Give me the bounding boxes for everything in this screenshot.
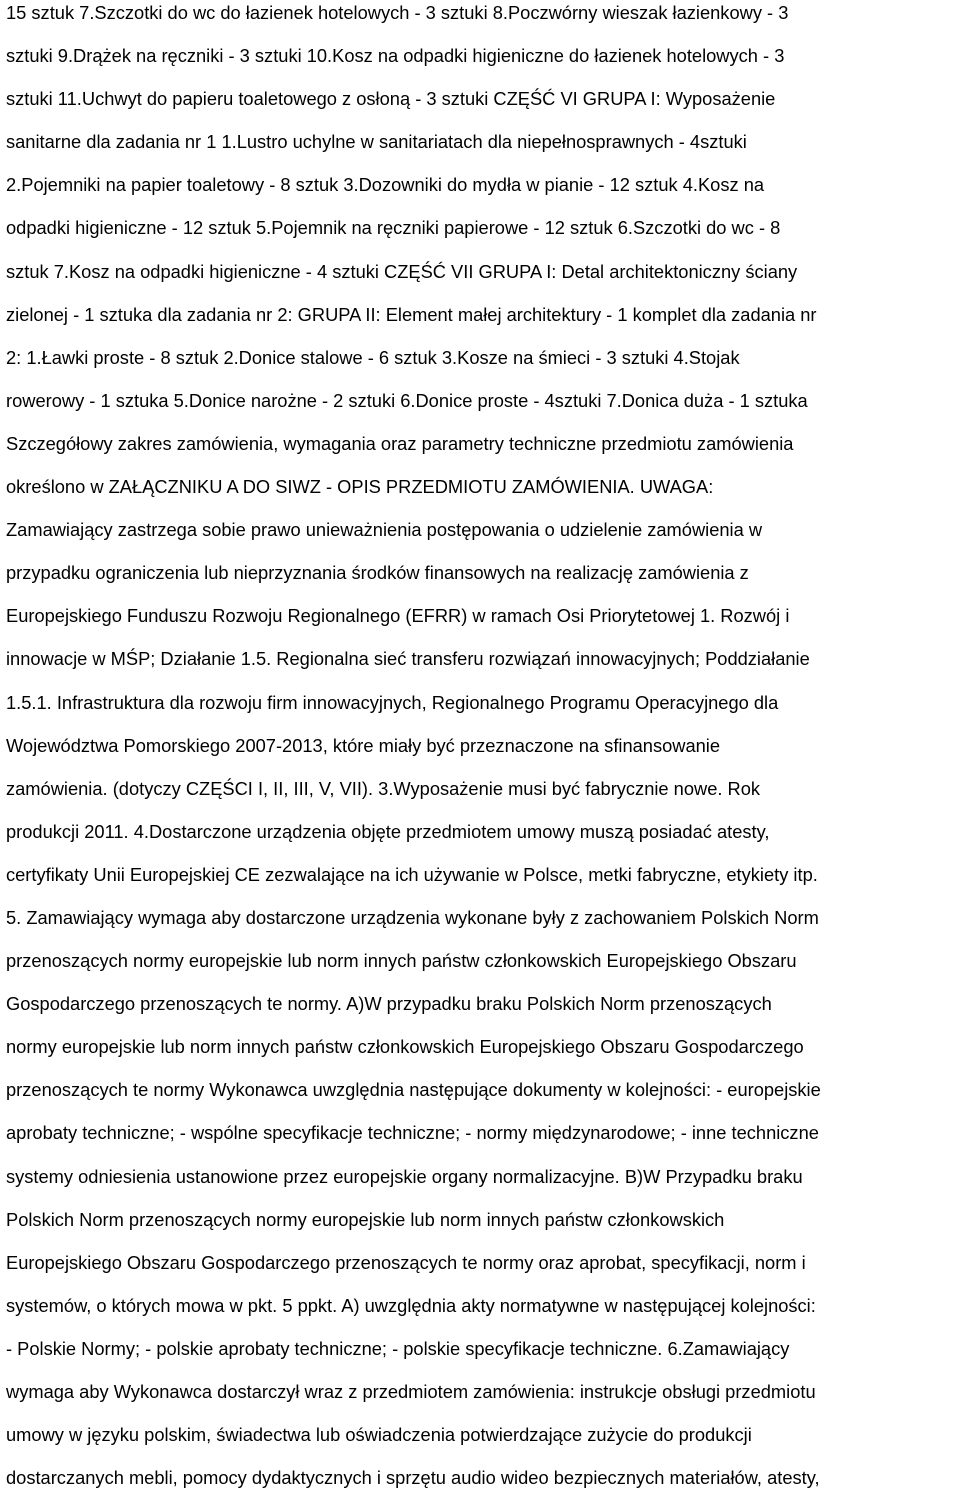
- text-line: Zamawiający zastrzega sobie prawo unieważnienia postępowania o udzielenie zamówienia w: [6, 519, 763, 541]
- text-line: normy europejskie lub norm innych państw członkowskich Europejskiego Obszaru Gospodarczego: [6, 1036, 804, 1058]
- text-line: przenoszących te normy Wykonawca uwzględnia następujące dokumenty w kolejności: - europejskie: [6, 1079, 821, 1101]
- text-line: systemów, o których mowa w pkt. 5 ppkt. A) uwzględnia akty normatywne w następującej kolejności:: [6, 1294, 816, 1316]
- text-line: określono w ZAŁĄCZNIKU A DO SIWZ - OPIS PRZEDMIOTU ZAMÓWIENIA. UWAGA:: [6, 476, 714, 498]
- text-line: Gospodarczego przenoszących te normy. A)W przypadku braku Polskich Norm przenoszących: [6, 993, 772, 1015]
- text-line: sztuki 9.Drążek na ręczniki - 3 sztuki 10.Kosz na odpadki higieniczne do łazienek hotelowych - 3: [6, 45, 785, 67]
- text-line: 2: 1.Ławki proste - 8 sztuk 2.Donice stalowe - 6 sztuk 3.Kosze na śmieci - 3 sztuki 4.Stojak: [6, 346, 740, 368]
- text-line: zamówienia. (dotyczy CZĘŚCI I, II, III, V, VII). 3.Wyposażenie musi być fabrycznie nowe. Rok: [6, 777, 761, 799]
- text-line: przenoszących normy europejskie lub norm innych państw członkowskich Europejskiego Obszaru: [6, 950, 797, 972]
- text-line: 1.5.1. Infrastruktura dla rozwoju firm innowacyjnych, Regionalnego Programu Operacyjnego dla: [6, 691, 779, 713]
- text-line: Polskich Norm przenoszących normy europejskie lub norm innych państw członkowskich: [6, 1208, 725, 1230]
- text-line: sztuki 11.Uchwyt do papieru toaletowego z osłoną - 3 sztuki CZĘŚĆ VI GRUPA I: Wyposażenie: [6, 88, 776, 110]
- text-line: certyfikaty Unii Europejskiej CE zezwalające na ich używanie w Polsce, metki fabryczne, etykiety itp.: [6, 863, 818, 885]
- text-line: wymaga aby Wykonawca dostarczył wraz z przedmiotem zamówienia: instrukcje obsługi przedmiotu: [6, 1381, 816, 1402]
- text-line: Szczegółowy zakres zamówienia, wymagania oraz parametry techniczne przedmiotu zamówienia: [6, 432, 794, 454]
- text-line: dostarczanych mebli, pomocy dydaktycznych i sprzętu audio wideo bezpiecznych materiałów, atesty,: [6, 1467, 820, 1489]
- text-line: odpadki higieniczne - 12 sztuk 5.Pojemnik na ręczniki papierowe - 12 sztuk 6.Szczotki do wc - 8: [6, 217, 781, 239]
- text-line: systemy odniesienia ustanowione przez europejskie organy normalizacyjne. B)W Przypadku braku: [6, 1165, 803, 1187]
- text-line: produkcji 2011. 4.Dostarczone urządzenia objęte przedmiotem umowy muszą posiadać atesty,: [6, 820, 770, 842]
- text-line: 2.Pojemniki na papier toaletowy - 8 sztuk 3.Dozowniki do mydła w pianie - 12 sztuk 4.Kosz na: [6, 174, 765, 196]
- text-line: przypadku ograniczenia lub nieprzyznania środków finansowych na realizację zamówienia z: [6, 562, 749, 584]
- text-line: innowacje w MŚP; Działanie 1.5. Regionalna sieć transferu rozwiązań innowacyjnych; Poddziałanie: [6, 648, 810, 670]
- text-line: zielonej - 1 sztuka dla zadania nr 2: GRUPA II: Element małej architektury - 1 komplet dla zadania nr: [6, 303, 817, 325]
- text-line: umowy w języku polskim, świadectwa lub oświadczenia potwierdzające zużycie do produkcji: [6, 1424, 752, 1446]
- text-line: Europejskiego Funduszu Rozwoju Regionalnego (EFRR) w ramach Osi Priorytetowej 1. Rozwój i: [6, 605, 790, 627]
- text-line: sztuk 7.Kosz na odpadki higieniczne - 4 sztuki CZĘŚĆ VII GRUPA I: Detal architektoniczny ściany: [6, 260, 798, 282]
- text-line: sanitarne dla zadania nr 1 1.Lustro uchylne w sanitariatach dla niepełnosprawnych - 4sztuki: [6, 131, 747, 153]
- text-line: aprobaty techniczne; - wspólne specyfikacje techniczne; - normy międzynarodowe; - inne techniczne: [6, 1122, 819, 1144]
- text-line: - Polskie Normy; - polskie aprobaty techniczne; - polskie specyfikacje techniczne. 6.Zamawiający: [6, 1337, 790, 1359]
- text-line: rowerowy - 1 sztuka 5.Donice narożne - 2 sztuki 6.Donice proste - 4sztuki 7.Donica duża - 1 sztuka: [6, 389, 808, 411]
- text-line: Europejskiego Obszaru Gospodarczego przenoszących te normy oraz aprobat, specyfikacji, norm i: [6, 1251, 806, 1273]
- text-line: Województwa Pomorskiego 2007-2013, które miały być przeznaczone na sfinansowanie: [6, 734, 721, 756]
- text-line: 15 sztuk 7.Szczotki do wc do łazienek hotelowych - 3 sztuki 8.Poczwórny wieszak łazienkowy - 3: [6, 2, 789, 23]
- text-line: 5. Zamawiający wymaga aby dostarczone urządzenia wykonane były z zachowaniem Polskich Norm: [6, 906, 819, 928]
- document-body: [6, 0, 954, 1499]
